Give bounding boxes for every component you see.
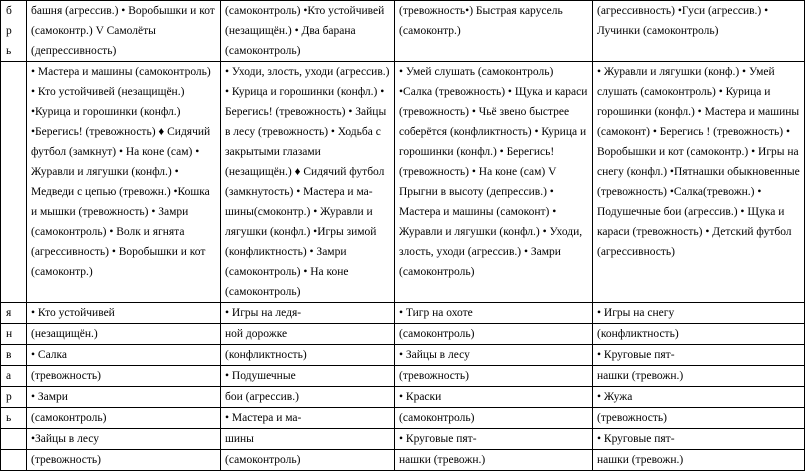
table-cell: • Игры на ледя-: [221, 303, 395, 324]
table-cell: (тревожность): [27, 366, 221, 387]
month-letter: ь: [6, 45, 12, 57]
table-cell: • Кто устойчивей: [27, 303, 221, 324]
table-row: [1, 366, 805, 387]
month-letter-cell: н: [1, 324, 27, 345]
table-cell: [27, 62, 221, 303]
cell-text: • Уходи, злость, уходи (агрессив.) • Курица и горошинки (конфл.) • Берегись! (тревожность) • Зайцы в лесу (тревожность) • Ходьба с закрытыми глазами (незащищён.) ♦ Сидячий футбол (замкнутость) • Мастера и ма-шины(смоконтр.) • Журавли и лягушки (конфл.) •Игры зимой (конфликтность) • Замри (самоконтроль) • На коне (самоконтроль): [225, 66, 390, 298]
table-cell: • Тигр на охоте: [395, 303, 593, 324]
month-letter-cell: [1, 450, 27, 471]
table-row: [1, 324, 805, 345]
table-cell: • Подушечные: [221, 366, 395, 387]
table-cell: нашки (тревожн.): [593, 366, 805, 387]
table-cell: (самоконтроль): [395, 408, 593, 429]
cell-text: башня (агрессив.) • Воробышки и кот (самоконтр.) V Самолёты (депрессивность): [31, 5, 215, 57]
month-letter-cell: [1, 1, 27, 62]
table-cell: • Круговые пят-: [593, 345, 805, 366]
cell-text: (самоконтроль) •Кто устойчивей (незащищён.) • Два барана (самоконтроль): [225, 5, 385, 57]
table-cell: • Салка: [27, 345, 221, 366]
month-letter-cell: [1, 429, 27, 450]
table-cell: • Зайцы в лесу: [395, 345, 593, 366]
table-cell: • Круговые пят-: [593, 429, 805, 450]
table-cell: [593, 1, 805, 62]
month-letter-cell: в: [1, 345, 27, 366]
table-row: [1, 1, 805, 62]
table-cell: (тревожность): [27, 450, 221, 471]
table-cell: (самоконтроль): [221, 450, 395, 471]
month-letter: р: [6, 25, 12, 37]
table-cell: • Круговые пят-: [395, 429, 593, 450]
table-cell: (незащищён.): [27, 324, 221, 345]
table-cell: • Жужа: [593, 387, 805, 408]
table-cell: нашки (тревожн.): [593, 450, 805, 471]
cell-text: (агрессивность) •Гуси (агрессив.) • Лучинки (самоконтроль): [597, 5, 769, 37]
month-letter-cell: а: [1, 366, 27, 387]
table-row: [1, 429, 805, 450]
month-letter-cell: я: [1, 303, 27, 324]
table-cell: • Игры на снегу: [593, 303, 805, 324]
table-row: [1, 408, 805, 429]
cell-text: • Мастера и машины (самоконтроль) • Кто устойчивей (незащищён.) •Курица и горошинки (конфл.) •Берегись! (тревожность) ♦ Сидячий футбол (замкнут) • На коне (сам) • Журавли и лягушки (конфл.) • Медведи с цепью (тревожн.) •Кошка и мышки (тревожность) • Замри (самоконтроль) • Волк и ягнята (агрессивность) • Воробышки и кот (самоконтр.): [31, 66, 211, 278]
table-cell: ной дорожке: [221, 324, 395, 345]
table-cell: шины: [221, 429, 395, 450]
cell-text: • Журавли и лягушки (конф.) • Умей слушать (самоконтроль) • Курица и горошинки (конфл.) • Мастера и машины (самоконт) • Берегись ! (тревожность) • Воробышки и кот (самоконтр.) • Игры на снегу (конфл.) •Пятнашки обыкновенные (тревожность) •Салка(тревожн.) • Подушечные бои (агрессив.) • Щука и караси (тревожность) • Детский футбол (агрессивность): [597, 66, 800, 258]
table-cell: [221, 1, 395, 62]
table-cell: [395, 62, 593, 303]
table-row: [1, 303, 805, 324]
table-cell: (конфликтность): [593, 324, 805, 345]
table-cell: бои (агрессив.): [221, 387, 395, 408]
table-cell: [395, 1, 593, 62]
table-row: [1, 387, 805, 408]
table-row: [1, 62, 805, 303]
month-letter-cell: ь: [1, 408, 27, 429]
table-cell: •Зайцы в лесу: [27, 429, 221, 450]
table-cell: • Мастера и ма-: [221, 408, 395, 429]
month-letter: б: [6, 5, 12, 17]
table-cell: (самоконтроль): [27, 408, 221, 429]
table-cell: • Замри: [27, 387, 221, 408]
table-cell: (тревожность): [593, 408, 805, 429]
table-cell: (конфликтность): [221, 345, 395, 366]
table-cell: нашки (тревожн.): [395, 450, 593, 471]
table-cell: [221, 62, 395, 303]
month-letter-cell: р: [1, 387, 27, 408]
table-cell: [27, 1, 221, 62]
table-row: [1, 450, 805, 471]
cell-text: (тревожность•) Быстрая карусель (самоконтр.): [399, 5, 563, 37]
table-cell: [593, 62, 805, 303]
cell-text: • Умей слушать (самоконтроль) •Салка (тревожность) • Щука и караси (тревожность) • Чьё звено быстрее соберётся (конфликтность) • Курица и горошинки (конфл.) • Берегись! (тревожность) • На коне (сам) V Прыгни в высоту (депрессив.) • Мастера и машины (самоконт) • Журавли и лягушки (конфл.) • Уходи, злость, уходи (агрессив.) • Замри (самоконтроль): [399, 66, 588, 278]
month-letter-cell: [1, 62, 27, 303]
table-row: [1, 345, 805, 366]
table-cell: (тревожность): [395, 366, 593, 387]
table-cell: • Краски: [395, 387, 593, 408]
table-cell: (самоконтроль): [395, 324, 593, 345]
